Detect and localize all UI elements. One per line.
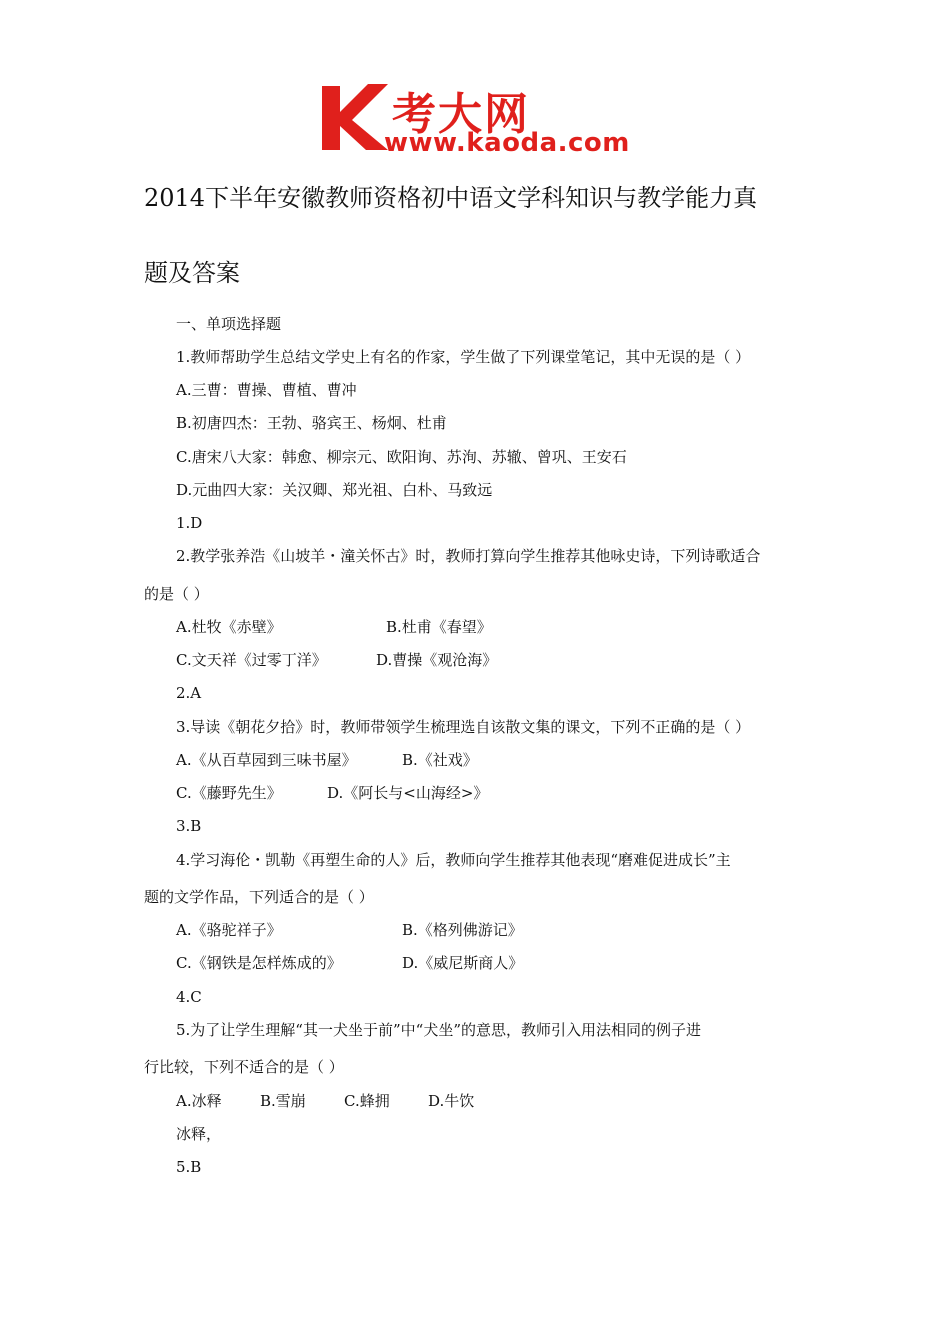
q5-stem-line-1: 5.为了让学生理解“其一犬坐于前”中“犬坐”的意思，教师引入用法相同的例子进 bbox=[176, 1021, 701, 1039]
q1-option-b: B.初唐四杰：王勃、骆宾王、杨炯、杜甫 bbox=[176, 414, 447, 432]
q5-option-d: D.牛饮 bbox=[428, 1092, 475, 1110]
q1-option-a: A.三曹：曹操、曹植、曹冲 bbox=[176, 381, 357, 399]
q2-option-b: B.杜甫《春望》 bbox=[386, 618, 492, 636]
q1-answer: 1.D bbox=[176, 514, 203, 532]
q5-option-a: A.冰释 bbox=[176, 1092, 222, 1110]
q4-option-a: A.《骆驼祥子》 bbox=[176, 921, 282, 939]
q3-option-b: B.《社戏》 bbox=[402, 751, 478, 769]
document-title-line-1: 2014下半年安徽教师资格初中语文学科知识与教学能力真 bbox=[144, 184, 758, 212]
q5-option-c: C.蜂拥 bbox=[344, 1092, 390, 1110]
q2-option-d: D.曹操《观沧海》 bbox=[376, 651, 498, 669]
q4-answer: 4.C bbox=[176, 988, 202, 1006]
q5-note: 冰释， bbox=[176, 1125, 222, 1143]
q2-options-row-1 bbox=[176, 617, 492, 637]
k-logo-icon bbox=[318, 82, 390, 152]
logo-brand-text: 考大网 bbox=[392, 89, 530, 140]
q2-option-c: C.文天祥《过零丁洋》 bbox=[176, 651, 327, 669]
document-title-line-2: 题及答案 bbox=[144, 259, 240, 287]
q1-option-c: C.唐宋八大家：韩愈、柳宗元、欧阳询、苏洵、苏辙、曾巩、王安石 bbox=[176, 448, 627, 466]
q4-stem-line-1: 4.学习海伦・凯勒《再塑生命的人》后，教师向学生推荐其他表现“磨难促进成长”主 bbox=[176, 851, 731, 869]
q4-options-row-2 bbox=[176, 953, 524, 973]
q5-options-row bbox=[176, 1091, 475, 1111]
q1-option-d: D.元曲四大家：关汉卿、郑光祖、白朴、马致远 bbox=[176, 481, 493, 499]
q3-option-c: C.《藤野先生》 bbox=[176, 784, 282, 802]
q3-options-row-2 bbox=[176, 783, 489, 803]
q3-option-d: D.《阿长与<山海经>》 bbox=[327, 784, 489, 802]
q3-option-a: A.《从百草园到三味书屋》 bbox=[176, 751, 357, 769]
q4-stem-line-2: 题的文学作品，下列适合的是（ ） bbox=[144, 888, 374, 906]
q2-option-a: A.杜牧《赤壁》 bbox=[176, 618, 282, 636]
q3-options-row-1 bbox=[176, 750, 478, 770]
q4-option-d: D.《威尼斯商人》 bbox=[402, 954, 524, 972]
q2-stem-line-2: 的是（ ） bbox=[144, 585, 209, 603]
q2-stem-line-1: 2.教学张养浩《山坡羊・潼关怀古》时，教师打算向学生推荐其他咏史诗，下列诗歌适合 bbox=[176, 547, 761, 565]
q5-stem-line-2: 行比较，下列不适合的是（ ） bbox=[144, 1058, 344, 1076]
q3-stem: 3.导读《朝花夕拾》时，教师带领学生梳理选自该散文集的课文，下列不正确的是（ ） bbox=[176, 718, 751, 736]
q4-option-c: C.《钢铁是怎样炼成的》 bbox=[176, 954, 342, 972]
q5-answer: 5.B bbox=[176, 1158, 202, 1176]
q3-answer: 3.B bbox=[176, 817, 202, 835]
q1-stem: 1.教师帮助学生总结文学史上有名的作家，学生做了下列课堂笔记，其中无误的是（ ） bbox=[176, 348, 751, 366]
q5-option-b: B.雪崩 bbox=[260, 1092, 306, 1110]
q2-options-row-2 bbox=[176, 650, 498, 670]
q4-option-b: B.《格列佛游记》 bbox=[402, 921, 523, 939]
section-heading: 一、单项选择题 bbox=[176, 315, 282, 333]
q2-answer: 2.A bbox=[176, 684, 202, 702]
q4-options-row-1 bbox=[176, 920, 523, 940]
logo-url: www.kaoda.com bbox=[384, 128, 630, 158]
kaoda-logo bbox=[318, 82, 648, 164]
